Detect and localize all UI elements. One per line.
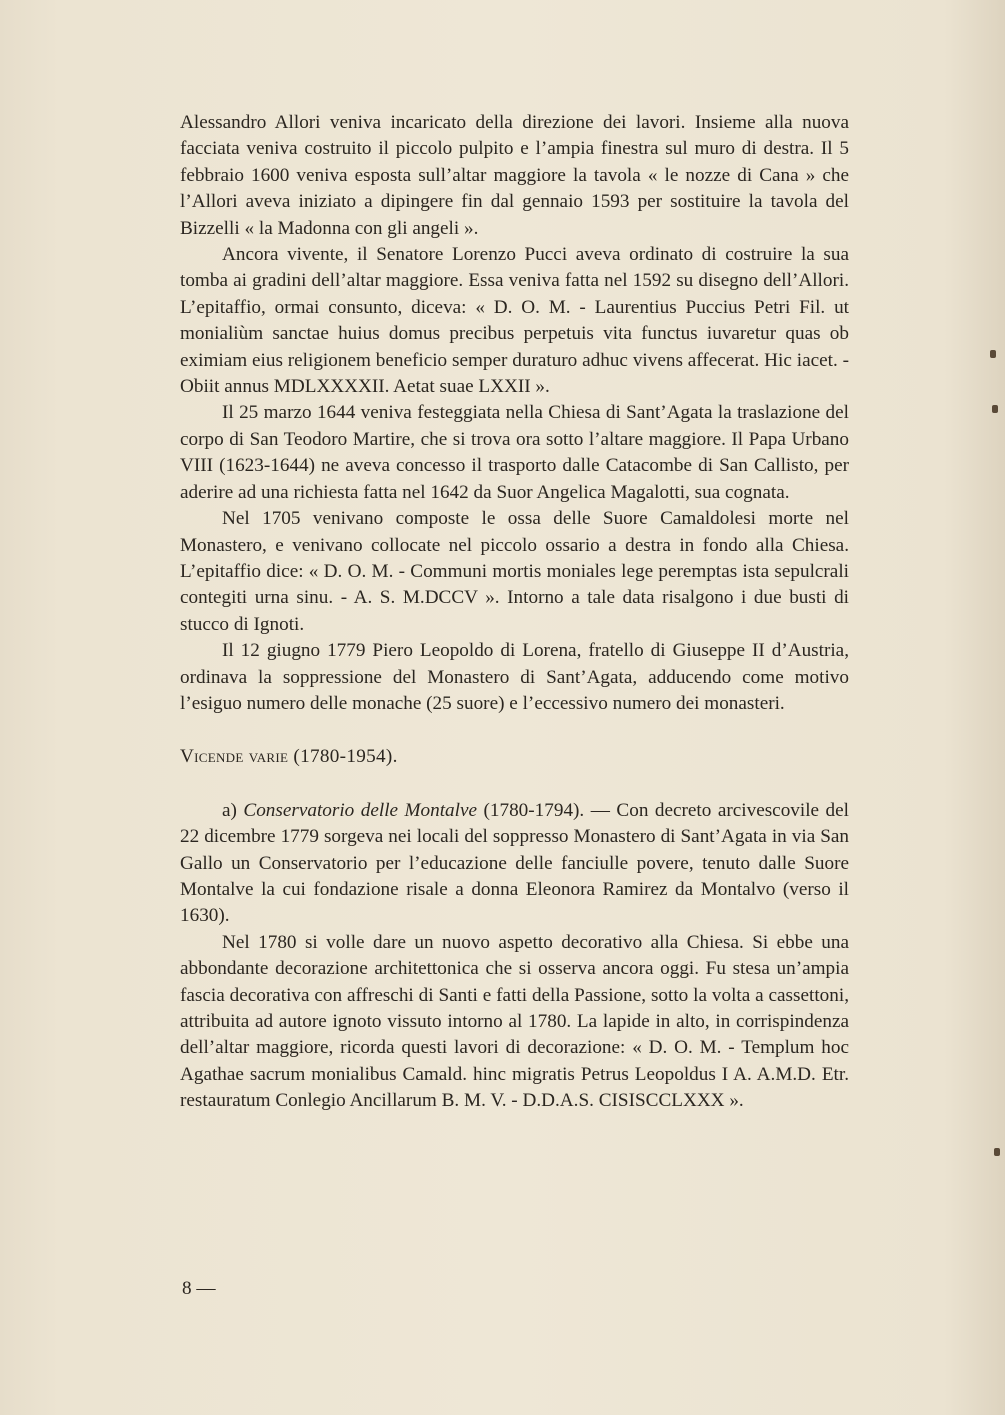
paragraph-5: Il 12 giugno 1779 Piero Leopoldo di Lorena, fratello di Giuseppe II d’Austria, ordinava la soppressione del Monastero di Sant’Agata, adducendo come motivo l’esiguo numero delle monache (25 suore) e l’eccessivo numero dei monasteri. — [180, 640, 849, 714]
margin-mark — [990, 350, 996, 358]
subsection-a — [180, 798, 849, 930]
paragraph-final: Nel 1780 si volle dare un nuovo aspetto decorativo alla Chiesa. Si ebbe una abbondante decorazione architettonica che si osserva ancora oggi. Fu stesa un’ampia fascia decorativa con affreschi di Santi e fatti della Passione, sotto la volta a cassettoni, attribuita ad autore ignoto vissuto intorno al 1780. La lapide in alto, in corrispindenza dell’altar maggiore, ricorda questi lavori di decorazione: « D. O. M. - Templum hoc Agathae sacrum monialibus Camald. hinc migratis Petrus Leopoldus I A. A.M.D. Etr. restauratum Conlegio Ancillarum B. M. V. - D.D.A.S. CISISCCLXXX ». — [180, 931, 849, 1112]
section-heading-dates: (1780-1954). — [293, 746, 398, 768]
section-heading — [180, 744, 849, 770]
section-heading-title: Vicende varie — [180, 746, 289, 768]
margin-mark — [992, 405, 998, 413]
subsection-a-label: a) — [222, 799, 237, 821]
margin-mark — [994, 1148, 1000, 1156]
paragraph-1: Alessandro Allori veniva incaricato della direzione dei lavori. Insieme alla nuova facciata veniva costruito il piccolo pulpito e l’ampia finestra sul muro di destra. Il 5 febbraio 1600 veniva esposta sull’altar maggiore la tavola « le nozze di Cana » che l’Allori aveva iniziato a dipingere fin dal gennaio 1593 per sostituire la tavola del Bizzelli « la Madonna con gli angeli ». — [180, 112, 849, 239]
page-number: 8 — — [182, 1278, 216, 1299]
paragraph-4: Nel 1705 venivano composte le ossa delle Suore Camaldolesi morte nel Monastero, e venivano collocate nel piccolo ossario a destra in fondo alla Chiesa. L’epitaffio dice: « D. O. M. - Communi mortis moniales lege peremptas ista sepulcrali contegiti urna sinu. - A. S. M.DCCV ». Intorno a tale data risalgono i due busti di stucco di Ignoti. — [180, 508, 849, 635]
body-text — [180, 110, 849, 1115]
subsection-a-title: Conservatorio delle Montalve — [243, 799, 478, 821]
subsection-a-dates: (1780-1794). — — [483, 799, 610, 821]
subsection-a-text: Con decreto arcivescovile del 22 dicembre 1779 sorgeva nei locali del soppresso Monastero di Sant’Agata in via San Gallo un Conservatorio per l’educazione delle fanciulle povere, tenuto dalle Suore Montalve la cui fondazione risale a donna Eleonora Ramirez da Montalvo (verso il 1630). — [180, 799, 850, 927]
paragraph-2: Ancora vivente, il Senatore Lorenzo Pucci aveva ordinato di costruire la sua tomba ai gradini dell’altar maggiore. Essa veniva fatta nel 1592 su disegno dell’Allori. L’epitaffio, ormai consunto, diceva: « D. O. M. - Laurentius Puccius Petri Fil. ut monialiùm sanctae huius domus precibus perpetuis vita functus iuvaretur quas ob eximiam eius religionem beneficio semper duraturo adhuc vivens affecerat. Hic iacet. - Obiit annus MDLXXXXII. Aetat suae LXXII ». — [180, 244, 849, 398]
paragraph-3: Il 25 marzo 1644 veniva festeggiata nella Chiesa di Sant’Agata la traslazione del corpo di San Teodoro Martire, che si trova ora sotto l’altare maggiore. Il Papa Urbano VIII (1623-1644) ne aveva concesso il trasporto dalle Catacombe di San Callisto, per aderire ad una richiesta fatta nel 1642 da Suor Angelica Magalotti, sua cognata. — [180, 402, 849, 503]
